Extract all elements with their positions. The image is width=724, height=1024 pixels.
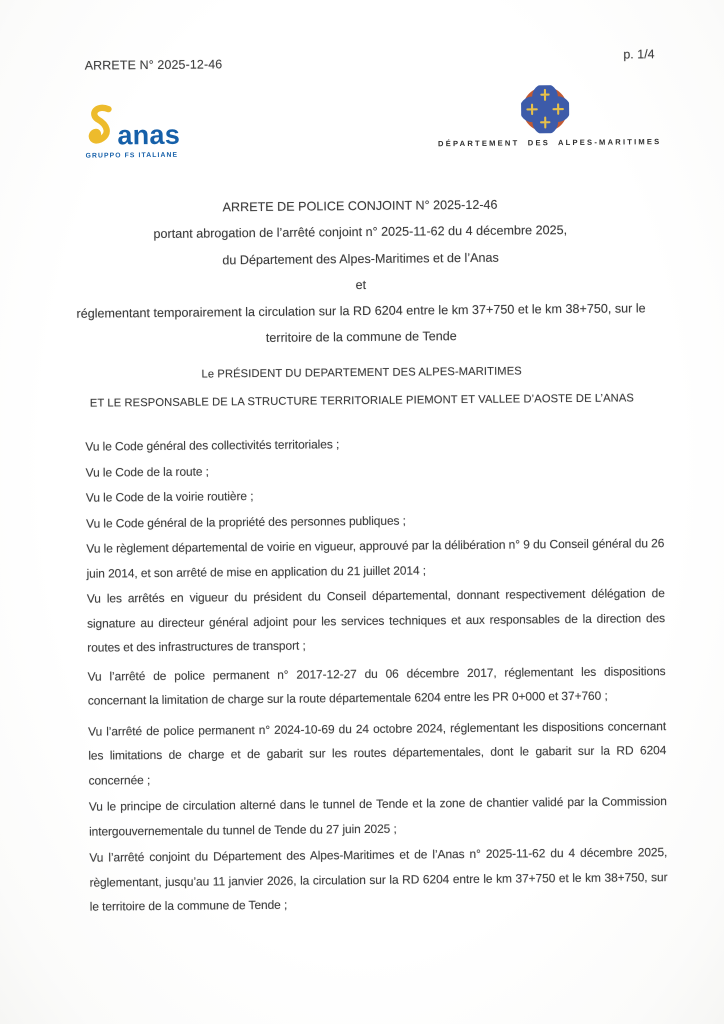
document-body	[85, 429, 668, 920]
title-line: et	[355, 277, 367, 292]
title-line: du Département des Alpes-Maritimes et de l’Anas	[222, 250, 499, 267]
alpes-maritimes-emblem-icon	[521, 85, 570, 138]
alpes-maritimes-caption: DÉPARTEMENT DES ALPES-MARITIMES	[437, 137, 662, 149]
anas-subtitle: GRUPPO FS ITALIANE	[85, 151, 179, 160]
anas-logo	[85, 101, 206, 159]
page-number: p. 1/4	[623, 47, 655, 62]
body-paragraph: Vu le Code de la route ;	[85, 463, 209, 480]
body-paragraph: Vu le principe de circulation alterné dans le tunnel de Tende et la zone de chantier validé par la Commission intergouvernementale du tunnel de Tende du 27 juin 2025 ;	[88, 794, 667, 839]
document-reference: ARRETE N° 2025-12-46	[84, 57, 223, 73]
authority-line: Le PRÉSIDENT DU DEPARTEMENT DES ALPES-MARITIMES	[201, 365, 522, 381]
title-line: réglementant temporairement la circulation sur la RD 6204 entre le km 37+750 et le km 38+750, sur le	[76, 301, 646, 321]
body-paragraph: Vu le Code général des collectivités territoriales ;	[85, 437, 340, 454]
body-paragraph: Vu les arrêtés en vigueur du président du Conseil départemental, donnant respectivement délégation de signature au directeur général adjoint pour les services techniques et aux responsables de la direction des routes et des infrastructures de transport ;	[86, 586, 666, 655]
body-paragraph: Vu l’arrêté de police permanent n° 2024-10-69 du 24 octobre 2024, réglementant les dispositions concernant les limitations de charge et de gabarit sur les routes départementales, dont le gabarit sur la RD 6204 concernée ;	[88, 718, 667, 788]
anas-swirl-icon	[85, 102, 115, 149]
authority-block	[20, 356, 705, 419]
title-line: territoire de la commune de Tende	[265, 329, 457, 346]
body-paragraph: Vu le règlement départemental de voirie en vigueur, approuvé par la délibération n° 9 du Conseil général du 26 juin 2014, et son arrêté de mise en application du 21 juillet 2014 ;	[86, 536, 665, 581]
body-paragraph: Vu l’arrêté de police permanent n° 2017-12-27 du 06 décembre 2017, réglementant les dispositions concernant la limitation de charge sur la route départementale 6204 entre les PR 0+000 et 37+760 ;	[87, 663, 666, 708]
body-paragraph: Vu le Code général de la propriété des personnes publiques ;	[86, 513, 406, 531]
title-line: portant abrogation de l’arrêté conjoint n° 2025-11-62 du 4 décembre 2025,	[153, 223, 568, 242]
title-block	[34, 190, 687, 354]
body-paragraph: Vu le Code de la voirie routière ;	[85, 489, 254, 505]
anas-wordmark: anas	[117, 119, 181, 151]
body-paragraph: Vu l’arrêté conjoint du Département des Alpes-Maritimes et de l’Anas n° 2025-11-62 du 4 décembre 2025, règlementant, jusqu’au 11 janvier 2026, la circulation sur la RD 6204 entre le km 37+750 et le km 38+750, sur le territoire de la commune de Tende ;	[89, 845, 668, 914]
title-line: ARRETE DE POLICE CONJOINT N° 2025-12-46	[222, 197, 498, 215]
authority-line: ET LE RESPONSABLE DE LA STRUCTURE TERRITORIALE PIEMONT ET VALLEE D’AOSTE DE L’ANAS	[89, 392, 635, 410]
